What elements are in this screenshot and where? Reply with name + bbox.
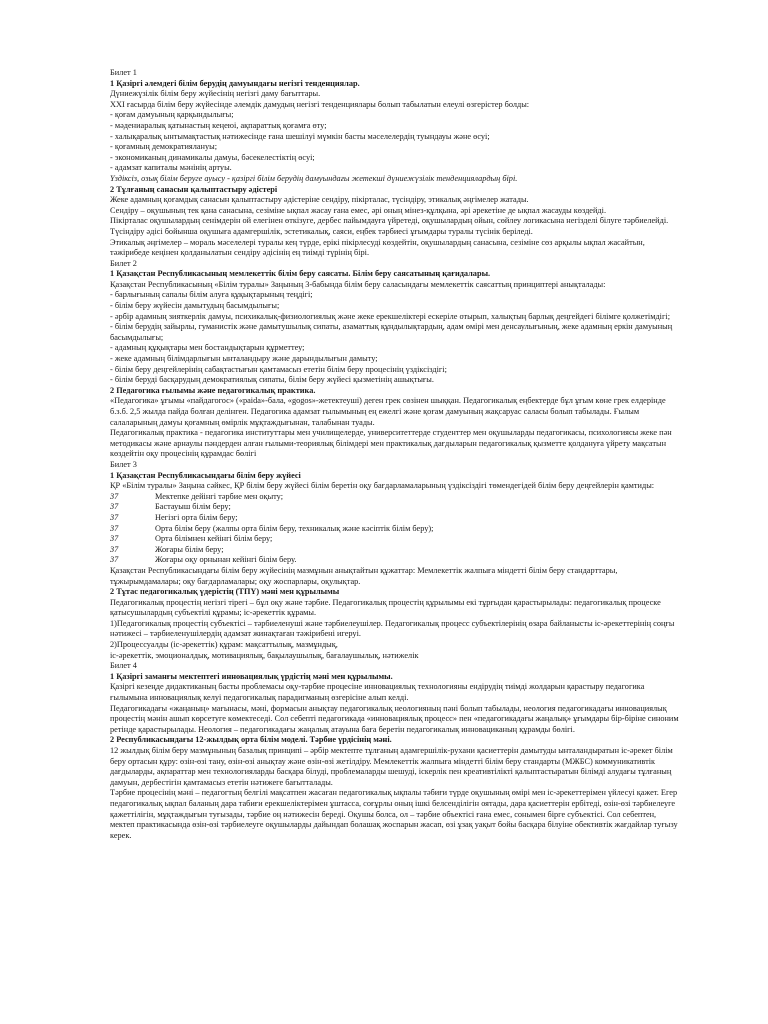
list-item-text: Жоғары оқу орнынан кейінгі білім беру. bbox=[155, 555, 297, 565]
list-item: - әрбір адамның зияткерлік дамуы, психикалық-физиологиялық және жеке ерекшеліктері ескеріле отырып, халықтың барлық деңгейдегі білімге қолжетімдігі; bbox=[110, 311, 670, 321]
section-heading: 2 Республикасындағы 12-жылдық орта білім моделі. Тәрбие үрдісінің мәні. bbox=[110, 735, 392, 745]
numbered-list-item bbox=[110, 513, 680, 524]
list-item: - білім беруді басқарудың демократиялық сипаты, білім беру жүйесі қызметінің ашықтығы. bbox=[110, 375, 434, 385]
list-item: - білім беру жүйесін дамытудың басымдылығы; bbox=[110, 301, 280, 311]
list-item: - адамзат капиталы мәнінің артуы. bbox=[110, 163, 232, 173]
paragraph: Қазақстан Республикасындағы білім беру жүйесінің мазмұнын анықтайтын құжаттар: Мемлекеттік жалпыға міндетті білім беру стандарттары, тұжырымдамалары; оқу бағдарламалары; оқу жоспарлары, оқулықтар. bbox=[110, 565, 618, 586]
list-item: - барлығының сапалы білім алуға құқықтарының теңдігі; bbox=[110, 290, 313, 300]
section-heading: 2 Тұлғаның санасын қалыптастыру әдістері bbox=[110, 184, 278, 194]
list-item: - білім беру деңгейлерінің сабақтастығын қамтамасыз ететін білім беру процесінің үздіксіздігі; bbox=[110, 364, 447, 374]
section-heading: 2 Педагогика ғылымы және педагогикалық практика. bbox=[110, 385, 316, 395]
list-item: - мәдениаралық қатынастың кеңеюі, ақпараттық қоғамға өту; bbox=[110, 120, 327, 130]
list-item: - қоғам дамуының қарқындылығы; bbox=[110, 110, 234, 120]
section-heading: 1 Қазіргі заманғы мектептегі инновациялық үрдістің мәні мен құрылымы. bbox=[110, 671, 393, 681]
list-item: - адамның құқықтары мен бостандықтарын құрметтеу; bbox=[110, 343, 305, 353]
section-heading: 1 Қазіргі әлемдегі білім берудің дамуындағы негізгі тенденциялар. bbox=[110, 78, 360, 88]
paragraph: Дүниежүзілік білім беру жүйесінің негізгі даму бағыттары. bbox=[110, 89, 321, 99]
numbered-list-item bbox=[110, 524, 680, 535]
paragraph: Этикалық әңгімелер – мораль мәселелері туралы кең түрде, ерікі пікірлесуді көздейтін, оқушылардың санасына, сезіміне сөз арқылы ықпал жасайтын, тәжірибеде кеңінен қолданылатын сендіру әдісінің ең тиімді түрінің бірі. bbox=[110, 237, 645, 258]
section-heading: 2 Тұтас педагогикалық үдерістің (ТПҮ) мәні мен құрылымы bbox=[110, 587, 340, 597]
paragraph: 2)Процессуалды (іс-әрекеттік) құрам: мақсаттылық, мазмұндық, bbox=[110, 640, 338, 650]
numbered-list-item bbox=[110, 555, 680, 566]
list-number: 37 bbox=[110, 555, 119, 565]
ticket-title: Билет 4 bbox=[110, 661, 137, 671]
list-item-text: Орта білім беру (жалпы орта білім беру, техникалық және кәсіптік білім беру); bbox=[155, 523, 434, 533]
document-body bbox=[110, 68, 680, 841]
ticket-title: Билет 2 bbox=[110, 258, 137, 268]
list-number: 37 bbox=[110, 512, 119, 522]
emphasis-paragraph: Үздіксіз, озық білім беруге ауысу - қазіргі білім берудің дамуындағы жетекші дүниежүзілік тенденциялардың бірі. bbox=[110, 173, 518, 183]
list-item: - жеке адамның білімдарлығын ынталандыру және дарындылығын дамыту; bbox=[110, 354, 378, 364]
paragraph: Қазіргі кезеңде дидактиканың басты проблемасы оқу-тәрбие процесіне инновациялық технологияны ендірудің тиімді жолдарын қарастыру педагогика ғылымына инновациялық келуі педагогикалық парадигманың өзгерісіне алып келді. bbox=[110, 682, 645, 703]
list-number: 37 bbox=[110, 544, 119, 554]
list-item-text: Бастауыш білім беру; bbox=[155, 502, 231, 512]
paragraph: «Педагогика» ұғымы «пайдагогос» («paida»-бала, «gogos»-жетектеуші) деген грек сөзінен шыққан. Педагогикалық еңбектерде бұл ұғым көне грек елдерінде б.з.б. 2,5 жылда пайда болған делінген. Педагогика адамзат ғылымының ең ежелгі және қоғам дамуының жақсаруас саласы болып табылады. Ғылым салаларының дамуы қоғамның өмірлік мұқтаждығынан, талабынан туады. bbox=[110, 396, 666, 427]
list-number: 37 bbox=[110, 502, 119, 512]
list-item-text: Орта білімнен кейінгі білім беру; bbox=[155, 534, 273, 544]
paragraph: 1)Педагогикалық процестің субъектісі – тәрбиеленуші және тәрбиелеушілер. Педагогикалық процесс субъектілерінің өзара байланысты іс-әрекеттерінің соңғы нәтижесі – тәрбиеленушілердің адамзат жинақтаған тәжірибені игеруі. bbox=[110, 618, 675, 639]
paragraph: Сендіру – оқушының тек қана санасына, сезіміне ықпал жасау ғана емес, әрі оның мінез-құлқына, әрі әрекетіне де ықпал жасауды көздейді. bbox=[110, 205, 607, 215]
ticket-title: Билет 1 bbox=[110, 68, 137, 77]
paragraph: 12 жылдық білім беру мазмұнының базалық принципі – әрбір мектепте тұлғаның адамгершілік-рухани қасиеттерін дамытуды ынталандыратын іс-әрекет білім беру ортасын құру: өзін-өзі тану, өзін-өзі анықтау және өзін-өзі жетілдіру. Мемлекеттік жалпыға міндетті білім беру стандарты (МЖБС) коммуникативтік дағдыларды, ақпараттар мен технологияларды басқара білуді, проблемаларды шешуді, іскерлік пен креативтілікті қалыптастыратын білімді алудағы тұлғаның дамуын, дербестігін қамтамасыз ететін нәтижеге бағытталады. bbox=[110, 746, 673, 787]
list-item: - қоғамның демократиялануы; bbox=[110, 142, 218, 152]
paragraph: Қазақстан Республикасының «Білім туралы» Заңының 3-бабында білім беру саласындағы мемлекеттік саясаттың принциптері анықталады: bbox=[110, 279, 606, 289]
list-item: - экономиканың динамикалы дамуы, бәсекелестіктің өсуі; bbox=[110, 152, 315, 162]
paragraph: Тәрбие процесінің мәні – педагогтың белгілі мақсатпен жасаған педагогикалық ықпалы тәбиғи түрде оқушының өмірі мен іс-әрекеттерімен үйлесуі қажет. Егер педагогикалық ықпал баланың дара табиғи ерекшеліктерімен ұштасса, соғұрлы оның ішкі белсенділігін оятады, дара қасиеттерін ербітеді, өзін-өзі тәрбиелеуге қажеттілігін, мұқтаждығын туғызады, тәрбие оң нәтижесін береді. Оқушы болса, ол – тәрбие объектісі ғана емес, сонымен бірге субъектісі. Сол себептен, мектеп практикасында өзін-өзі тәрбиелеуге оқушыларды дайындап болашақ жоспарын жасап, өзі ұзақ уақыт бойы басқара білуіне обективтік жағдайлар туғызу керек. bbox=[110, 788, 678, 840]
list-number: 37 bbox=[110, 523, 119, 533]
section-heading: 1 Қазақстан Республикасының мемлекеттік білім беру саясаты. Білім беру саясатының қағидалары. bbox=[110, 269, 491, 279]
list-item: - білім берудің зайырлы, гуманистік және дамытушылық сипаты, азаматтық құндылықтардың, адам өмірі мен денсаулығының, жеке адамның еркін дамуының басымдылығы; bbox=[110, 322, 673, 342]
paragraph: Пікірталас оқушылардың сенімдерін ой елегінен өткізуге, дербес пайымдауға үйретеді, оқушылардың ойын, сөйлеу логикасына негізделі білуге тәрбиелейді. bbox=[110, 216, 669, 226]
numbered-list-item bbox=[110, 545, 680, 556]
paragraph: Педагогикалық практика - педагогика институттары мен училищелерде, университеттерде студенттер мен оқушыларды педагогикасы, психологиясы жеке пән методикасы және арнаулы пәндерден алған ғылыми-теориялық білімдері мен практикалық дағдыларын педагогикалық қызметте қолдануға үйрету мақсатын көздейтін оқу процесінің құрамдас бөлігі bbox=[110, 428, 672, 459]
list-number: 37 bbox=[110, 534, 119, 544]
paragraph: XXI ғасырда білім беру жүйесінде әлемдік дамудың негізгі тенденциялары болып табылатын елеулі өзгерістер болды: bbox=[110, 99, 530, 109]
paragraph: ҚР «Білім туралы» Заңына сәйкес, ҚР білім беру жүйесі білім беретін оқу бағдарламаларының үздіксіздігі төмендегідей білім беру деңгейлерін қамтиды: bbox=[110, 481, 655, 491]
list-item-text: Мектепке дейінгі тәрбие мен оқыту; bbox=[155, 491, 284, 501]
list-item: - халықаралық ынтымақтастық нәтижесінде ғана шешілуі мүмкін басты мәселелердің туындауы және өсуі; bbox=[110, 131, 490, 141]
numbered-list-item bbox=[110, 534, 680, 545]
paragraph: Түсіндіру әдісі бойынша оқушыға адамгершілік, эстетикалық, саяси, еңбек тәрбиесі ұғымдары туралы түсінік беріледі. bbox=[110, 226, 533, 236]
numbered-list-item bbox=[110, 502, 680, 513]
paragraph: Педагогикадағы «жаңаның» мағынасы, мәні, формасын анықтау педагогикалық неологияның пәні болып табылады, неология педагогикадағы инновациялық процестің мәнін ашып көрсетуге көмектеседі. Сол себепті педагогикада «инновациялық процесс» пен «педагогикадағы жаңалық» ұғымдары бір-біріне синоним ретінде қарастырылады. Неология – педагогикадағы жаңалық атауына баға беретін педагогикалық инновациканың құрамды бөлігі. bbox=[110, 703, 679, 734]
list-item-text: Негізгі орта білім беру; bbox=[155, 512, 238, 522]
paragraph: Педагогикалық процестің негізгі тірегі – бұл оқу және тәрбие. Педагогикалық процестің құрылымы екі тұрғыдан қарастырылады: педагогикалық процеске қатысушылардың субъектілі құрамы; іс-әрекеттік құрамы. bbox=[110, 597, 661, 618]
paragraph: Жеке адамның қоғамдық санасын қалыптастыру әдістеріне сендіру, пікірталас, түсіндіру, этикалық әңгімелер жатады. bbox=[110, 195, 529, 205]
paragraph: іс-әрекеттік, эмоционалдық, мотивациялық, бақылаушылық, бағалаушылық, нәтижелік bbox=[110, 650, 419, 660]
ticket-title: Билет 3 bbox=[110, 459, 137, 469]
section-heading: 1 Қазақстан Республикасындағы білім беру жүйесі bbox=[110, 470, 301, 480]
list-number: 37 bbox=[110, 491, 119, 501]
numbered-list-item bbox=[110, 492, 680, 503]
list-item-text: Жоғары білім беру; bbox=[155, 544, 224, 554]
